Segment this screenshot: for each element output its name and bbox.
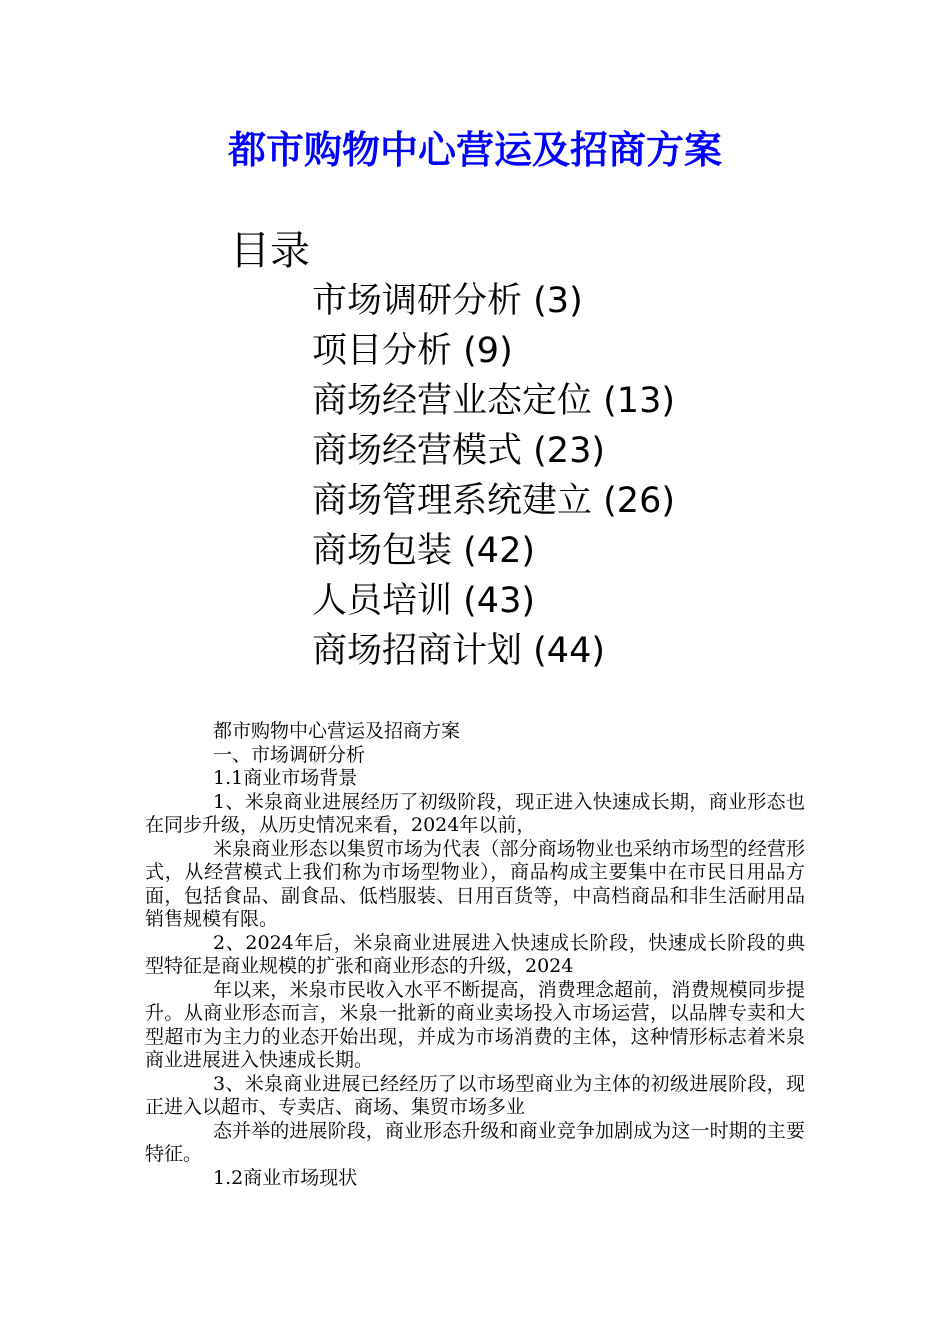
- subsection-heading: 1.2商业市场现状: [213, 1166, 358, 1189]
- toc-item-label: 市场调研分析: [312, 281, 523, 321]
- body-paragraph: 年以来，米泉市民收入水平不断提高，消费理念超前，消费规模同步提升。从商业形态而言，米泉一批新的商业卖场投入市场运营，以品牌专卖和大型超市为主力的业态开始出现，并成为市场消费的主体，这种情形标志着米泉商业进展进入快速成长期。: [145, 978, 805, 1071]
- body-title: 都市购物中心营运及招商方案: [213, 720, 461, 742]
- toc-item: [312, 576, 675, 626]
- toc-item-page: (9): [463, 331, 513, 371]
- toc-item-page: (3): [533, 281, 583, 321]
- toc-item-page: (23): [533, 431, 606, 471]
- table-of-contents: [312, 276, 675, 676]
- toc-item-page: (42): [463, 531, 536, 571]
- toc-item-label: 商场包装: [312, 531, 453, 571]
- toc-item: [312, 526, 675, 576]
- subsection-heading: 1.1商业市场背景: [213, 767, 358, 789]
- toc-item: [312, 276, 675, 326]
- toc-item: [312, 476, 675, 526]
- toc-item: [312, 426, 675, 476]
- toc-item-label: 商场经营模式: [312, 431, 523, 471]
- toc-item: [312, 326, 675, 376]
- toc-item-label: 商场经营业态定位: [312, 381, 593, 421]
- document-title: 都市购物中心营运及招商方案: [227, 127, 722, 172]
- toc-item-label: 商场招商计划: [312, 631, 523, 671]
- toc-item: [312, 626, 675, 676]
- toc-item-label: 项目分析: [312, 331, 453, 371]
- body-paragraph: 3、米泉商业进展已经经历了以市场型商业为主体的初级进展阶段，现正进入以超市、专卖店、商场、集贸市场多业: [145, 1072, 805, 1118]
- toc-item-page: (44): [533, 631, 606, 671]
- toc-item-label: 商场管理系统建立: [312, 481, 593, 521]
- toc-item-page: (13): [603, 381, 676, 421]
- toc-heading: 目录: [230, 228, 310, 274]
- toc-item-label: 人员培训: [312, 581, 453, 621]
- toc-item-page: (43): [463, 581, 536, 621]
- document-body: [145, 720, 805, 1190]
- body-paragraph: 米泉商业形态以集贸市场为代表（部分商场物业也采纳市场型的经营形式，从经营模式上我们称为市场型物业），商品构成主要集中在市民日用品方面，包括食品、副食品、低档服装、日用百货等，中高档商品和非生活耐用品销售规模有限。: [145, 837, 805, 930]
- body-paragraph: 2、2024年后，米泉商业进展进入快速成长阶段，快速成长阶段的典型特征是商业规模的扩张和商业形态的升级，2024: [145, 931, 805, 977]
- section-heading: 一、市场调研分析: [213, 743, 366, 766]
- toc-item-page: (26): [603, 481, 676, 521]
- body-paragraph: 1、米泉商业进展经历了初级阶段，现正进入快速成长期，商业形态也在同步升级，从历史情况来看，2024年以前，: [145, 790, 805, 836]
- toc-item: [312, 376, 675, 426]
- body-paragraph: 态并举的进展阶段，商业形态升级和商业竞争加剧成为这一时期的主要特征。: [145, 1119, 805, 1165]
